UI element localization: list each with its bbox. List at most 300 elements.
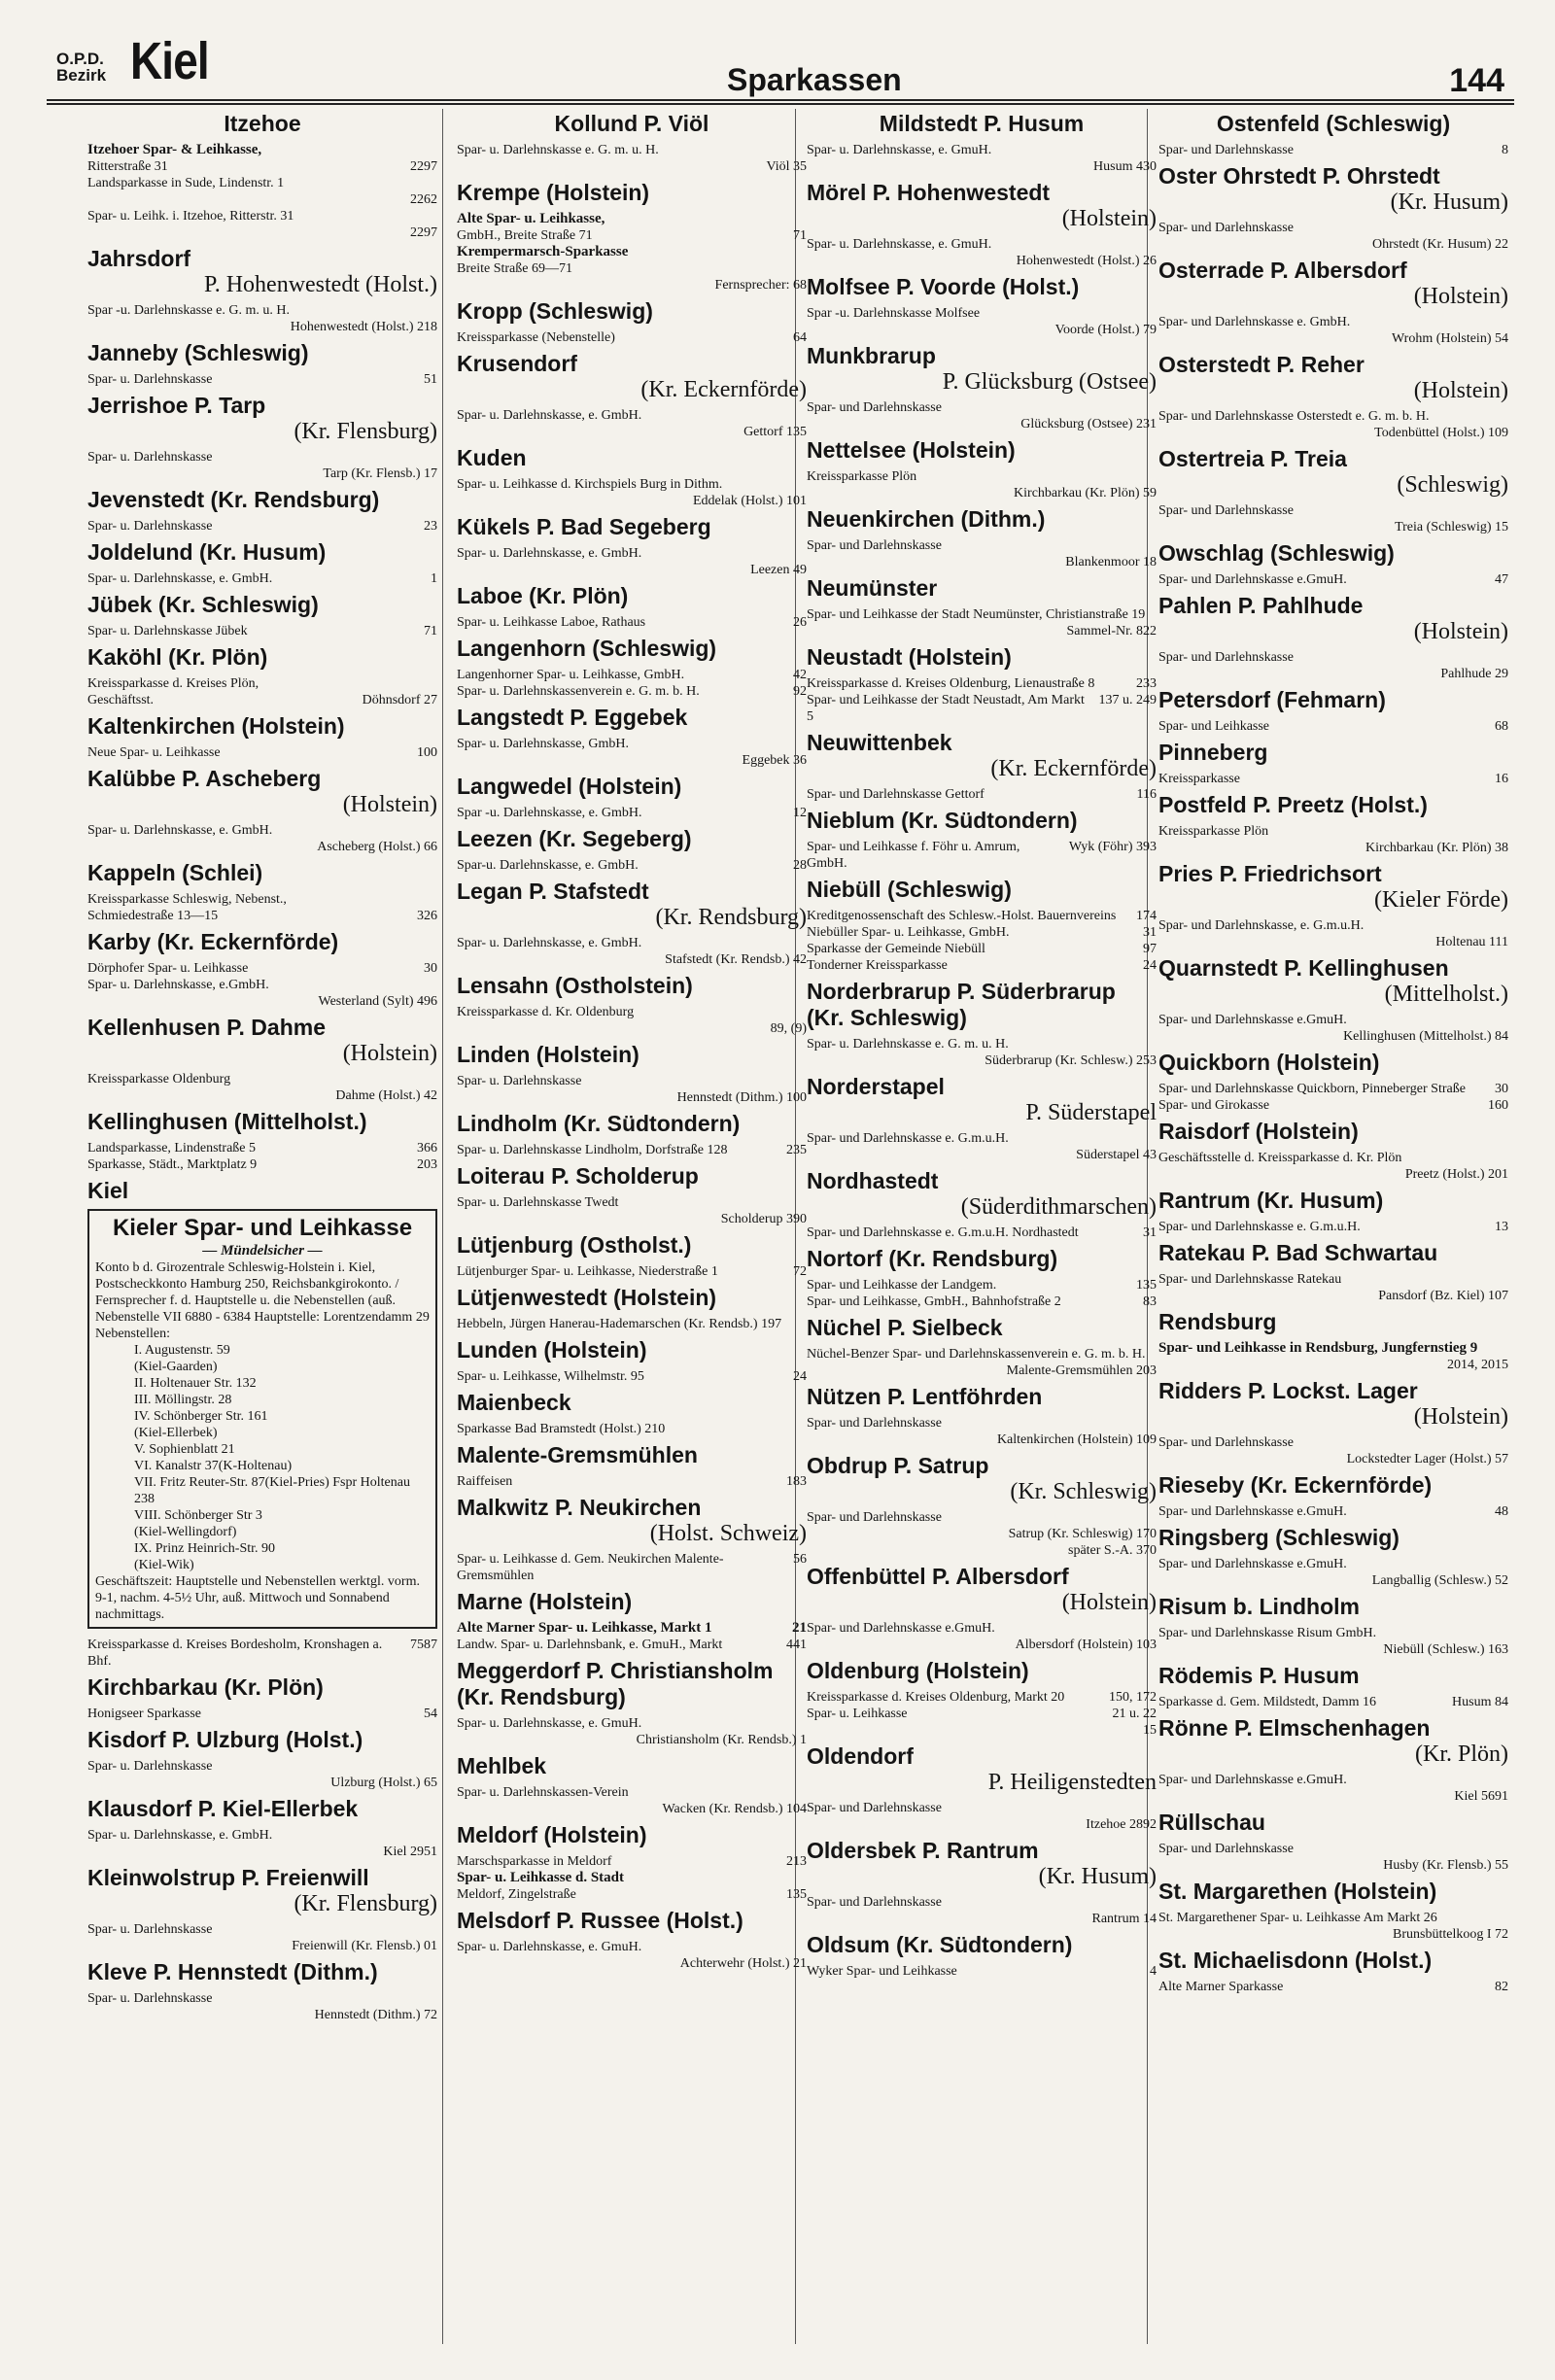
entry-text: Hennstedt (Dithm.) 72: [314, 2008, 437, 2022]
entry-text: Breite Straße 69—71: [457, 261, 572, 276]
directory-entry: [807, 399, 1157, 432]
directory-entry: [1158, 1663, 1508, 1689]
entry-line: [807, 1277, 1157, 1293]
entry-text: Süderbrarup (Kr. Schlesw.) 253: [985, 1053, 1157, 1068]
directory-entry: [87, 623, 437, 639]
entry-text: Geschäftsstelle d. Kreissparkasse d. Kr. Plön: [1158, 1151, 1402, 1165]
directory-entry: [807, 979, 1157, 1031]
directory-entry: [1158, 792, 1508, 818]
place-name-text: Langwedel (Holstein): [457, 774, 682, 799]
entry-text: Kreissparkasse d. Kreises Oldenburg, Markt 20: [807, 1690, 1065, 1705]
entry-number: Husum 84: [1452, 1695, 1508, 1709]
directory-entry: [1158, 593, 1508, 644]
ad-branch: (Kiel-Gaarden): [134, 1360, 218, 1374]
entry-text: Spar- und Darlehnskasse: [807, 1510, 942, 1525]
directory-column-1: [87, 111, 437, 2028]
directory-entry: [457, 973, 807, 999]
entry-line: [807, 1431, 1157, 1448]
directory-entry: [1158, 1219, 1508, 1235]
place-name: [87, 860, 437, 886]
place-name: [1158, 861, 1508, 887]
place-name-text: Lensahn (Ostholstein): [457, 973, 693, 998]
entry-line: [87, 2007, 437, 2023]
place-name-text: Obdrup P. Satrup: [807, 1453, 989, 1478]
entry-number: 441: [786, 1638, 807, 1652]
directory-entry: [457, 1442, 807, 1468]
entry-number: 47: [1495, 572, 1508, 587]
entry-text: Kirchbarkau (Kr. Plön) 59: [1014, 486, 1157, 500]
entry-text: Meldorf, Zingelstraße: [457, 1887, 576, 1902]
place-name-text: Mörel P. Hohenwestedt: [807, 180, 1051, 205]
entry-number: 24: [793, 1369, 807, 1384]
entry-text: Spar- und Darlehnskasse: [807, 538, 942, 553]
directory-entry: [807, 908, 1157, 974]
entry-line: [807, 554, 1157, 570]
entry-text: Landsparkasse, Lindenstraße 5: [87, 1141, 256, 1156]
entry-line: [457, 476, 807, 493]
ad-branch: IV. Schönberger Str. 161: [134, 1409, 268, 1424]
entry-line: [807, 322, 1157, 338]
entry-line: [807, 623, 1157, 639]
entry-line: [87, 302, 437, 319]
entry-text: Spar- u. Darlehnskasse, e. GmbH.: [87, 1828, 273, 1843]
directory-entry: [807, 537, 1157, 570]
directory-entry: [87, 449, 437, 482]
place-subtitle: (Kr. Flensburg): [294, 419, 437, 444]
entry-text: Spar- u. Darlehnskasse: [87, 1922, 213, 1937]
entry-line: [1158, 1012, 1508, 1028]
directory-entry: [87, 1990, 437, 2023]
entry-line: [807, 158, 1157, 175]
entry-text: Spar- und Darlehnskasse: [807, 400, 942, 415]
entry-text: Landw. Spar- u. Darlehnsbank, e. GmuH., Markt: [457, 1638, 723, 1652]
place-name: [1158, 1663, 1508, 1689]
entry-line: [87, 224, 437, 241]
entry-line: [457, 667, 807, 683]
place-name: [457, 351, 807, 377]
directory-entry: [457, 351, 807, 402]
header-rule-2: [47, 103, 1514, 105]
entry-text: Spar- und Leihkasse in Rendsburg, Jungfernstieg 9: [1158, 1340, 1478, 1356]
entry-number: 137 u. 249: [1098, 693, 1157, 707]
place-name: [1158, 1472, 1508, 1499]
entry-number: 24: [1143, 958, 1157, 973]
directory-entry: [1158, 111, 1508, 137]
directory-entry: [1158, 1309, 1508, 1335]
ad-branch: V. Sophienblatt 21: [134, 1442, 235, 1457]
directory-entry: [457, 826, 807, 852]
place-name-text: Kleve P. Hennstedt (Dithm.): [87, 1959, 378, 1984]
directory-entry: [1158, 917, 1508, 950]
directory-entry: [87, 592, 437, 618]
place-name: [807, 644, 1157, 671]
entry-line: [457, 857, 807, 874]
directory-entry: [807, 730, 1157, 781]
entry-text: Spar- und Darlehnskasse Ratekau: [1158, 1272, 1342, 1287]
directory-entry: [1158, 258, 1508, 309]
place-subtitle: (Kr. Husum): [1390, 190, 1508, 215]
entry-line: [87, 675, 437, 692]
entry-text: Spar- u. Darlehnskasse, e. GmuH.: [807, 143, 992, 157]
entry-text: Spar- und Darlehnskasse: [807, 1801, 942, 1815]
place-subtitle: (Kr. Husum): [1038, 1864, 1157, 1889]
place-name-text: Oldenburg (Holstein): [807, 1658, 1029, 1683]
entry-line: [457, 805, 807, 821]
entry-line: [457, 683, 807, 700]
place-name-text: Kaltenkirchen (Holstein): [87, 713, 345, 739]
directory-entry: [87, 766, 437, 817]
place-name-text: Langstedt P. Eggebek: [457, 705, 688, 730]
entry-line: [807, 399, 1157, 416]
directory-entry: [1158, 1050, 1508, 1076]
place-name-text: Raisdorf (Holstein): [1158, 1119, 1359, 1144]
entry-line: [1158, 1556, 1508, 1572]
entry-number: 15: [1143, 1723, 1157, 1738]
place-name: [1158, 1715, 1508, 1742]
entry-text: Husum 430: [1093, 159, 1157, 174]
entry-text: Scholderup 390: [720, 1212, 807, 1226]
place-name-text: Kisdorf P. Ulzburg (Holst.): [87, 1727, 363, 1752]
place-name: [807, 1564, 1157, 1590]
place-subtitle: (Holstein): [342, 792, 437, 817]
directory-entry: [1158, 1910, 1508, 1943]
entry-line: [457, 1316, 807, 1332]
entry-text: Satrup (Kr. Schleswig) 170: [1008, 1527, 1157, 1541]
place-name: [807, 180, 1157, 206]
directory-entry: [807, 343, 1157, 395]
entry-line: [807, 1542, 1157, 1559]
place-name-text: Malkwitz P. Neukirchen: [457, 1495, 702, 1520]
entry-line: [807, 416, 1157, 432]
place-name-text: Nützen P. Lentföhrden: [807, 1384, 1043, 1409]
place-name: [1158, 111, 1508, 137]
entry-text: Kreissparkasse Oldenburg: [87, 1072, 231, 1087]
ad-subtitle: — Mündelsicher —: [202, 1243, 323, 1259]
entry-line: [807, 1911, 1157, 1927]
directory-entry: [457, 774, 807, 800]
place-subtitle: (Holst. Schweiz): [649, 1521, 807, 1546]
place-name: [1158, 446, 1508, 472]
entry-text: Kellinghusen (Mittelholst.) 84: [1343, 1029, 1508, 1044]
directory-entry: [457, 1939, 807, 1972]
place-name: [1158, 1879, 1508, 1905]
directory-entry: [1158, 1694, 1508, 1710]
entry-line: [87, 1990, 437, 2007]
place-name-text: Ostertreia P. Treia: [1158, 446, 1347, 471]
directory-entry: [1158, 502, 1508, 535]
entry-text: Dörphofer Spar- u. Leihkasse: [87, 961, 249, 976]
entry-line: [1158, 771, 1508, 787]
place-name: [87, 246, 437, 272]
directory-entry: [807, 1415, 1157, 1448]
ad-text: Konto b d. Girozentrale Schleswig-Holstein i. Kiel, Postscheckkonto Hamburg 250, Reichsbankgirokonto. / Fernsprecher f. d. Hauptstelle u. die Nebenstellen (auß. Nebenstelle VII 6880 - 6384 Hauptstelle: Lorentzendamm 29: [95, 1260, 430, 1325]
entry-line: [807, 786, 1157, 803]
place-subtitle: (Holstein): [1061, 1590, 1157, 1615]
entry-number: 64: [793, 330, 807, 345]
place-name: [807, 506, 1157, 533]
entry-number: 8: [1502, 143, 1508, 157]
place-name: [457, 973, 807, 999]
directory-entry: [87, 1209, 437, 1629]
entry-line: [87, 908, 437, 924]
place-name-text: Nordhastedt: [807, 1168, 939, 1193]
entry-line: [807, 606, 1157, 623]
entry-line: [807, 1526, 1157, 1542]
entry-line: [457, 1089, 807, 1106]
place-name: [87, 766, 437, 792]
entry-text: Spar- und Darlehnskasse: [807, 1416, 942, 1431]
place-name: [457, 1337, 807, 1363]
entry-number: 1: [431, 571, 437, 586]
entry-text: Spar- u. Darlehnskasse, GmbH.: [457, 737, 630, 751]
place-name: [807, 1315, 1157, 1341]
place-name-text: Lindholm (Kr. Südtondern): [457, 1111, 741, 1136]
directory-entry: [1158, 1979, 1508, 1995]
directory-entry: [1158, 1715, 1508, 1767]
directory-entry: [457, 1495, 807, 1546]
entry-line: [1158, 1357, 1508, 1373]
directory-entry: [807, 1168, 1157, 1220]
entry-text: Rantrum 14: [1091, 1912, 1157, 1926]
entry-line: [807, 1224, 1157, 1241]
place-name: [1158, 792, 1508, 818]
entry-line: [87, 208, 437, 224]
place-name: [1158, 1240, 1508, 1266]
directory-entry: [457, 705, 807, 731]
entry-line: [87, 570, 437, 587]
directory-entry: [807, 606, 1157, 639]
place-name: [807, 1246, 1157, 1272]
entry-line: [87, 1844, 437, 1860]
entry-text: Achterwehr (Holst.) 21: [679, 1956, 807, 1971]
entry-line: [87, 142, 437, 158]
directory-entry: [457, 1390, 807, 1416]
place-name-text: Quarnstedt P. Kellinghusen: [1158, 955, 1449, 981]
entry-line: [457, 1784, 807, 1801]
place-name: [457, 774, 807, 800]
entry-text: Kiel 5691: [1454, 1789, 1508, 1804]
ad-branch: IX. Prinz Heinrich-Str. 90: [134, 1541, 276, 1556]
entry-text: Spar- und Darlehnskasse: [1158, 221, 1294, 235]
directory-entry: [87, 1959, 437, 1985]
place-name: [457, 1163, 807, 1190]
entry-text: Kreissparkasse Schleswig, Nebenst.,: [87, 892, 287, 907]
directory-entry: [457, 1784, 807, 1817]
place-name-text: Oldendorf: [807, 1743, 914, 1769]
directory-entry: [807, 1894, 1157, 1927]
entry-number: 7587: [410, 1638, 437, 1652]
directory-entry: [457, 211, 807, 293]
entry-number: Döhnsdorf 27: [362, 693, 437, 707]
entry-line: [1158, 1288, 1508, 1304]
directory-entry: [457, 1163, 807, 1190]
entry-text: Spar- u. Darlehnskasse Twedt: [457, 1195, 619, 1210]
directory-entry: [1158, 861, 1508, 913]
directory-entry: [87, 246, 437, 297]
directory-entry: [457, 583, 807, 609]
ad-text: Nebenstellen:: [95, 1327, 170, 1341]
entry-text: Spar- und Darlehnskasse: [1158, 143, 1294, 157]
entry-line: [87, 319, 437, 335]
place-name-text: Marne (Holstein): [457, 1589, 633, 1614]
directory-entry: [457, 1715, 807, 1748]
place-subtitle: (Mittelholst.): [1384, 982, 1508, 1007]
entry-line: [457, 1211, 807, 1227]
place-name-text: Niebüll (Schleswig): [807, 877, 1012, 902]
place-name: [87, 644, 437, 671]
entry-text: Hebbeln, Jürgen Hanerau-Hademarschen (Kr. Rendsb.) 197: [457, 1317, 782, 1331]
entry-line: [457, 407, 807, 424]
directory-entry: [87, 644, 437, 671]
entry-line: [87, 1775, 437, 1791]
directory-entry: [1158, 649, 1508, 682]
entry-text: GmbH., Breite Straße 71: [457, 228, 593, 243]
entry-line: [807, 1362, 1157, 1379]
place-name: [457, 445, 807, 471]
entry-text: Honigseer Sparkasse: [87, 1707, 202, 1721]
entry-text: Spar- u. Darlehnskasse, e.GmbH.: [87, 978, 269, 992]
place-name-text: Loiterau P. Scholderup: [457, 1163, 699, 1189]
directory-entry: [457, 636, 807, 662]
entry-line: [807, 1800, 1157, 1816]
entry-text: Brunsbüttelkoog I 72: [1393, 1927, 1508, 1942]
place-name: [457, 879, 807, 905]
entry-line: [807, 1415, 1157, 1431]
entry-line: [87, 175, 437, 191]
entry-text: Fernsprecher: 68: [714, 278, 807, 293]
entry-line: [807, 839, 1157, 872]
entry-text: Kreissparkasse d. Kreises Plön,: [87, 676, 259, 691]
entry-line: [1158, 1219, 1508, 1235]
entry-text: Schmiedestraße 13—15: [87, 909, 219, 923]
entry-number: 21: [792, 1620, 807, 1636]
entry-line: [457, 614, 807, 631]
entry-text: Christiansholm (Kr. Rendsb.) 1: [636, 1733, 807, 1747]
ad-branch: (Kiel-Wik): [134, 1558, 194, 1572]
entry-number: 26: [793, 615, 807, 630]
entry-text: Spar- u. Darlehnskasse: [87, 372, 213, 387]
entry-number: 16: [1495, 772, 1508, 786]
entry-line: [807, 692, 1157, 725]
place-name: [807, 1743, 1157, 1770]
place-name: [87, 1865, 437, 1891]
entry-text: Spar- und Darlehnskasse e.GmuH.: [807, 1621, 995, 1636]
entry-number: 233: [1136, 676, 1157, 691]
entry-text: Spar- und Darlehnskasse e.GmuH.: [1158, 1013, 1347, 1027]
entry-line: [87, 623, 437, 639]
directory-entry: [87, 1015, 437, 1066]
entry-text: Wrohm (Holstein) 54: [1392, 331, 1508, 346]
entry-line: [807, 1816, 1157, 1833]
entry-line: [457, 1473, 807, 1490]
place-name-text: Kappeln (Schlei): [87, 860, 263, 885]
entry-line: [457, 1870, 807, 1886]
place-subtitle: (Holstein): [1413, 284, 1508, 309]
place-name-text: Ringsberg (Schleswig): [1158, 1525, 1400, 1550]
entry-line: [807, 1894, 1157, 1911]
entry-line: [87, 960, 437, 977]
entry-line: [1158, 1451, 1508, 1467]
directory-entry: [457, 1589, 807, 1615]
entry-line: [807, 1637, 1157, 1653]
directory-entry: [1158, 1434, 1508, 1467]
entry-text: Kreissparkasse Plön: [1158, 824, 1269, 839]
entry-text: Spar- u. Leihkasse d. Gem. Neukirchen Malente-Gremsmühlen: [457, 1552, 724, 1583]
entry-text: Hohenwestedt (Holst.) 218: [290, 320, 437, 334]
place-name-text: Legan P. Stafstedt: [457, 879, 649, 904]
place-name: [457, 826, 807, 852]
place-name-text: Kollund P. Viöl: [554, 111, 709, 136]
place-subtitle: P. Heiligenstedten: [987, 1770, 1157, 1795]
place-name-text: Nüchel P. Sielbeck: [807, 1315, 1003, 1340]
entry-line: [457, 1368, 807, 1385]
ad-hours: Geschäftszeit: Hauptstelle und Nebenstellen werktgl. vorm. 9-1, nachm. 4-5½ Uhr, auß. Mittwoch und Sonnabend nachmittags.: [95, 1574, 420, 1622]
entry-text: Spar- u. Leihkasse: [807, 1707, 908, 1721]
ad-branch: VI. Kanalstr 37(K-Holtenau): [134, 1459, 293, 1473]
place-name: [457, 583, 807, 609]
place-name: [87, 1109, 437, 1135]
entry-line: [1158, 1841, 1508, 1857]
entry-text: Spar- und Darlehnskasse e. G.m.u.H.: [807, 1131, 1009, 1146]
entry-line: [87, 518, 437, 535]
entry-line: [1158, 1694, 1508, 1710]
place-name-text: Owschlag (Schleswig): [1158, 540, 1395, 566]
directory-entry: [457, 180, 807, 206]
entry-text: Kreissparkasse d. Kr. Oldenburg: [457, 1005, 635, 1019]
entry-text: Geschäftsst.: [87, 693, 155, 707]
entry-line: [457, 1421, 807, 1437]
entry-line: [1158, 666, 1508, 682]
place-name: [1158, 1594, 1508, 1620]
place-subtitle: (Holstein): [1413, 1404, 1508, 1430]
entry-number: 235: [786, 1143, 807, 1157]
directory-entry: [87, 960, 437, 1010]
entry-text: Spar- u. Darlehnskasse, e. GmbH.: [87, 823, 273, 838]
entry-text: Ulzburg (Holst.) 65: [330, 1776, 437, 1790]
place-subtitle: (Kieler Förde): [1374, 887, 1508, 913]
place-name: [807, 1168, 1157, 1194]
entry-line: [87, 891, 437, 908]
directory-entry: [457, 1042, 807, 1068]
directory-entry: [1158, 1240, 1508, 1266]
directory-entry: [1158, 446, 1508, 498]
entry-line: [1158, 1150, 1508, 1166]
entry-line: [87, 1071, 437, 1087]
entry-line: [807, 1293, 1157, 1310]
directory-entry: [1158, 220, 1508, 253]
entry-text: Niebüller Spar- u. Leihkasse, GmbH.: [807, 925, 1010, 940]
place-name: [807, 274, 1157, 300]
entry-text: Kiel 2951: [383, 1845, 437, 1859]
entry-line: [87, 1706, 437, 1722]
directory-entry: [457, 1753, 807, 1779]
directory-entry: [457, 111, 807, 137]
entry-line: [1158, 1926, 1508, 1943]
place-name-text: Ridders P. Lockst. Lager: [1158, 1378, 1418, 1403]
entry-text: Freienwill (Kr. Flensb.) 01: [292, 1939, 437, 1953]
place-name-text: Kropp (Schleswig): [457, 298, 653, 324]
place-name: [457, 1589, 807, 1615]
ad-branch: (Kiel-Wellingdorf): [134, 1525, 237, 1539]
entry-line: [807, 142, 1157, 158]
entry-line: [87, 449, 437, 466]
directory-entry: [1158, 1594, 1508, 1620]
entry-line: [1158, 649, 1508, 666]
entry-text: Ritterstraße 31: [87, 159, 168, 174]
place-name-text: Jevenstedt (Kr. Rendsburg): [87, 487, 380, 512]
entry-text: Spar- u. Leihk. i. Itzehoe, Ritterstr. 31: [87, 209, 294, 224]
entry-text: Ohrstedt (Kr. Husum) 22: [1372, 237, 1508, 252]
